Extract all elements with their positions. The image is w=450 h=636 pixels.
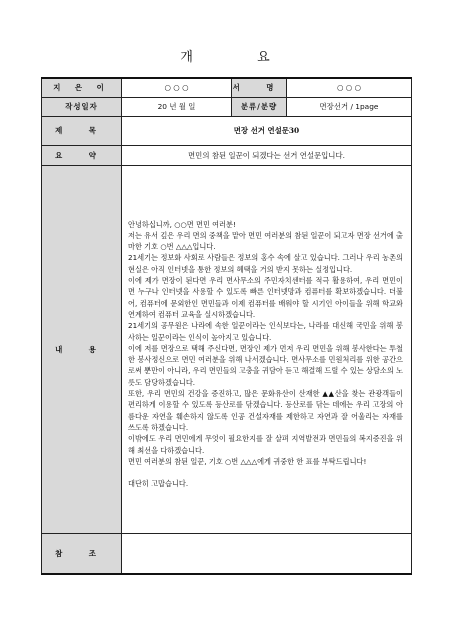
summary-label: 요 약 [42,145,122,165]
reference-value [122,533,412,574]
author-row [42,78,412,97]
paragraph-spacer [128,467,403,478]
content-body [122,165,412,533]
reference-label: 참 조 [42,533,122,574]
document-form-table [41,77,412,575]
content-paragraph: 저는 유서 깊은 우리 면의 중책을 맡아 면민 여러분의 참된 일꾼이 되고자 면장 선거에 출마한 기호 ○번 △△△입니다. [128,230,403,252]
content-paragraph: 21세기의 공무원은 나라에 속한 일꾼이라는 인식보다는, 나라를 대신해 국민을 위해 봉사하는 일꾼이라는 인식이 높아지고 있습니다. [128,321,403,342]
title-value: 면장 선거 연설문30 [122,116,412,145]
date-row [42,97,412,116]
content-row [42,165,412,533]
title-row [42,116,412,145]
title-label: 제 목 [42,116,122,145]
category-value: 면장선거 / 1page [287,97,412,116]
content-label: 내 용 [42,165,122,533]
name-label: 서 명 [232,78,287,97]
date-label: 작성일자 [42,97,122,116]
closing-line: 대단히 고맙습니다. [128,479,189,489]
content-paragraph: 면민 여러분의 참된 일꾼, 기호 ○번 △△△에게 귀중한 한 표를 부탁드립니다! [128,456,367,466]
date-value: 20 년 월 일 [122,97,232,116]
summary-value: 면민의 참된 일꾼이 되겠다는 선거 연설문입니다. [122,145,412,165]
content-paragraph: 이에 저를 면장으로 택해 주신다면, 면장인 제가 먼저 우리 면민을 위해 봉사한다는 투철한 봉사정신으로 면민 여러분을 위해 나서겠습니다. 면사무소를 민원처리를 위한 공간으로써 뿐만이 아니라, 우리 면민들의 고충을 귀담아 듣고 해결해 드릴 수 있는 상담소의 노릇도 담당하겠습니다. [128,343,403,387]
category-label: 분류/분량 [232,97,287,116]
author-value: ○ ○ ○ [122,78,232,97]
summary-row [42,145,412,165]
content-paragraph: 이에 제가 면장이 된다면 우리 면사무소의 주민자치센터를 적극 활용하여, 우리 면민이면 누구나 인터넷을 사용할 수 있도록 빠른 인터넷망과 컴퓨터를 확보하겠습니다. 더불어, 컴퓨터에 문외한인 면민들과 이제 컴퓨터를 배워야 할 시기인 아이들을 위해 학교와 연계하여 컴퓨터 교육을 실시하겠습니다. [128,276,403,319]
name-value: ○ ○ ○ [287,78,412,97]
author-label: 지 은 이 [42,78,122,97]
content-paragraph: 안녕하십니까, ○○면 면민 여러분! [128,219,236,229]
document-heading: 개 요 [180,50,300,65]
content-paragraph: 21세기는 정보화 사회로 사람들은 정보의 홍수 속에 살고 있습니다. 그러나 우리 농촌의 현실은 아직 인터넷을 통한 정보의 혜택을 거의 받지 못하는 실정입니다. [128,253,403,274]
content-paragraph: 이밖에도 우리 면민에게 무엇이 필요한지를 잘 살펴 지역발전과 면민들의 복지증진을 위해 최선을 다하겠습니다. [128,434,403,455]
content-paragraph: 또한, 우리 면민의 건강을 증진하고, 많은 문화유산이 산재한 ▲▲산을 찾는 관광객들이 편리하게 이용할 수 있도록 등산로를 닦겠습니다. 등산로를 닦는 데에는 우리 고장의 아름다운 자연을 훼손하지 않도록 인공 건설자재를 제한하고 자연과 잘 어울리는 자재를 쓰도록 하겠습니다. [128,389,403,432]
reference-row [42,533,412,574]
